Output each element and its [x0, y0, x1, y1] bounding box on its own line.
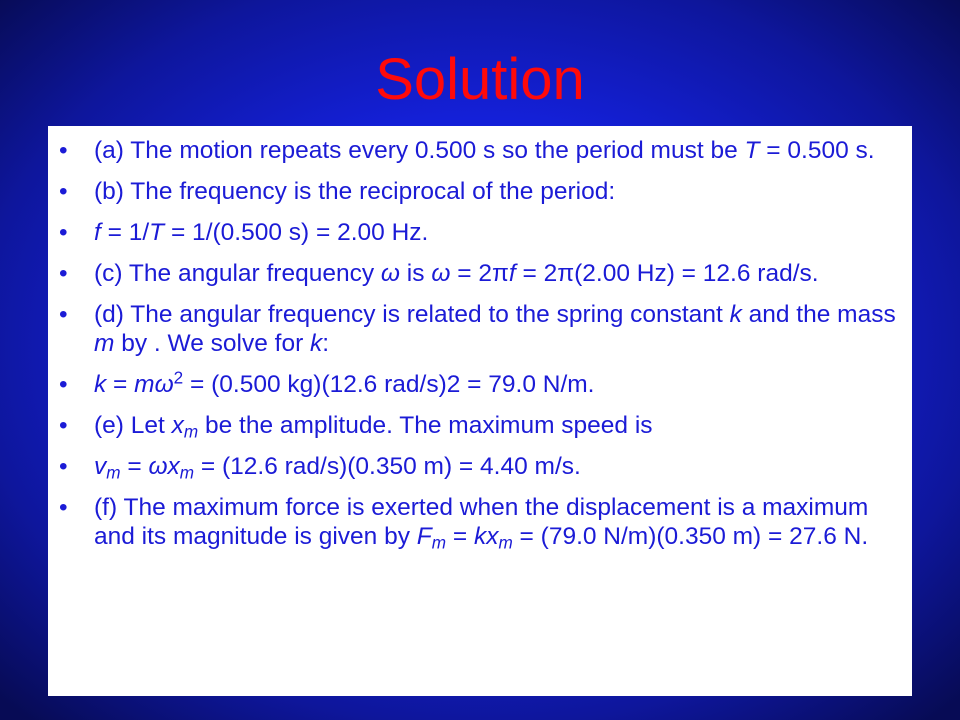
- text-run: ω: [431, 260, 451, 287]
- text-run: m: [431, 532, 447, 553]
- text-run: k: [729, 301, 742, 328]
- text-run: f: [94, 219, 101, 246]
- bullet-marker: •: [59, 219, 68, 246]
- text-run: = 0.500 s.: [759, 137, 875, 164]
- text-run: f: [508, 260, 516, 287]
- bullet-text: [94, 219, 428, 246]
- bullet-text: [94, 260, 819, 287]
- text-run: m: [183, 421, 199, 442]
- bullet-f: [48, 493, 912, 551]
- bullet-text: [94, 301, 896, 357]
- bullet-text: [94, 453, 581, 483]
- text-run: = 2π(2.00 Hz) = 12.6 rad/s.: [515, 260, 819, 287]
- text-run: ωx: [148, 453, 180, 480]
- text-run: (f) The maximum force is exerted when the displacement is a maximum and its magnitude is given by: [94, 494, 869, 550]
- bullet-text: [94, 178, 615, 205]
- text-run: =: [446, 523, 474, 550]
- text-run: F: [416, 523, 432, 550]
- text-run: and the mass: [741, 301, 896, 328]
- text-run: k: [94, 371, 107, 398]
- text-run: ω: [380, 260, 400, 287]
- text-run: T: [744, 137, 760, 164]
- text-run: T: [149, 219, 165, 246]
- slide-title: Solution: [375, 47, 585, 112]
- bullet-text: [94, 412, 653, 442]
- bullet-marker: •: [59, 301, 68, 328]
- bullet-b-eq: [48, 218, 912, 247]
- text-run: m: [94, 330, 115, 357]
- text-run: 2: [173, 367, 184, 388]
- text-run: (e) Let: [94, 412, 172, 439]
- text-run: v: [94, 453, 107, 480]
- text-run: (b) The frequency is the reciprocal of the period:: [94, 178, 616, 205]
- bullet-marker: •: [59, 453, 68, 480]
- bullet-marker: •: [59, 178, 68, 205]
- bullet-d: [48, 300, 912, 358]
- bullet-marker: •: [59, 494, 68, 521]
- bullet-text: [94, 367, 595, 398]
- text-run: (c) The angular frequency: [94, 260, 381, 287]
- text-run: k: [310, 330, 323, 357]
- bullet-list: [48, 136, 912, 551]
- bullet-b: [48, 177, 912, 206]
- text-run: :: [322, 330, 330, 357]
- text-run: (a) The motion repeats every 0.500 s so the period must be: [94, 137, 745, 164]
- bullet-e-eq: [48, 452, 912, 481]
- text-run: =: [106, 371, 135, 398]
- content-panel: [48, 126, 912, 696]
- bullet-e: [48, 411, 912, 440]
- text-run: be the amplitude. The maximum speed is: [198, 412, 653, 439]
- text-run: m: [498, 532, 513, 553]
- text-run: (d) The angular frequency is related to the spring constant: [94, 301, 730, 328]
- text-run: x: [171, 412, 184, 439]
- bullet-marker: •: [59, 260, 68, 287]
- text-run: = (79.0 N/m)(0.350 m) = 27.6 N.: [512, 523, 869, 550]
- text-run: by . We solve for: [114, 330, 311, 357]
- text-run: = (12.6 rad/s)(0.350 m) = 4.40 m/s.: [194, 453, 581, 480]
- text-run: = (0.500 kg)(12.6 rad/s)2 = 79.0 N/m.: [183, 371, 595, 398]
- text-run: = 2π: [450, 260, 509, 287]
- text-run: kx: [473, 523, 499, 550]
- text-run: = 1/: [100, 219, 150, 246]
- text-run: m: [106, 462, 121, 483]
- text-run: mω: [134, 371, 174, 398]
- bullet-a: [48, 136, 912, 165]
- bullet-d-eq: [48, 367, 912, 399]
- bullet-marker: •: [59, 137, 68, 164]
- text-run: m: [179, 462, 195, 483]
- text-run: = 1/(0.500 s) = 2.00 Hz.: [164, 219, 429, 246]
- bullet-marker: •: [59, 371, 68, 398]
- text-run: is: [400, 260, 432, 287]
- bullet-text: [94, 494, 869, 553]
- bullet-marker: •: [59, 412, 68, 439]
- text-run: =: [120, 453, 149, 480]
- bullet-text: [94, 137, 875, 164]
- bullet-c: [48, 259, 912, 288]
